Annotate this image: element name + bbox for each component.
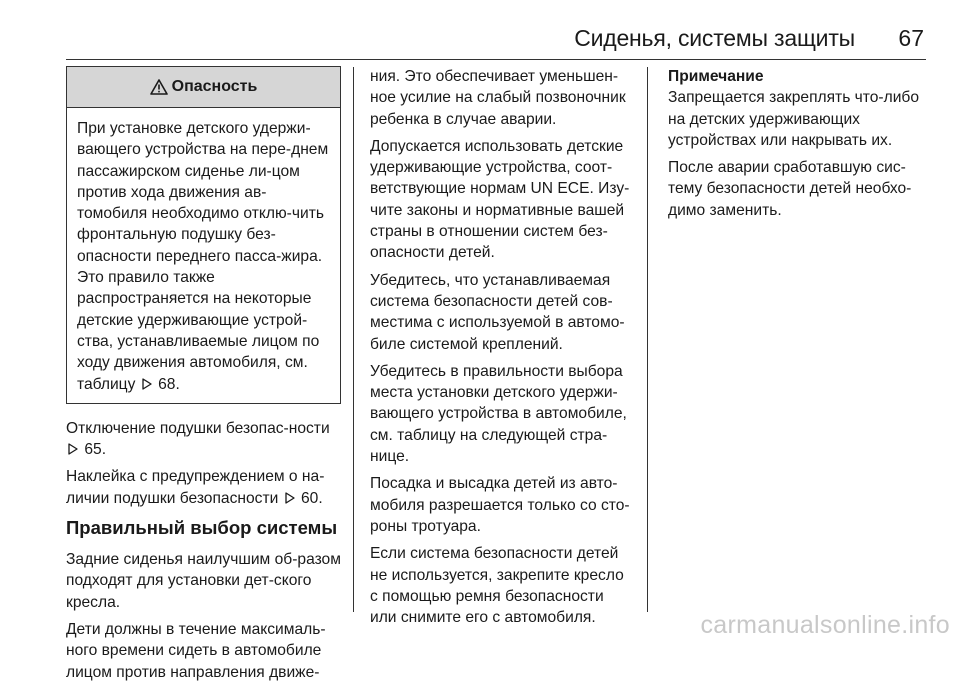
paragraph: Дети должны в течение максималь-ного времени сидеть в автомобиле лицом против направления движе- xyxy=(66,620,326,681)
column-1 xyxy=(66,66,341,689)
paragraph-text: Отключение подушки безопас-ности xyxy=(66,419,330,437)
paragraph: Если система безопасности детей не используется, закрепите кресло с помощью ремня безопасности или снимите его с автомобиля. xyxy=(370,545,624,627)
header-rule xyxy=(66,59,926,60)
paragraph: ния. Это обеспечивает уменьшен-ное усилие на слабый позвоночник ребенка в случае аварии. xyxy=(370,68,626,128)
column-3 xyxy=(668,66,926,227)
section-title: Сиденья, системы защиты xyxy=(574,25,855,51)
page-number: 67 xyxy=(898,25,924,51)
page-header xyxy=(0,0,960,60)
reference-arrow-icon xyxy=(67,443,79,455)
note-text: Запрещается закреплять что-либо на детских удерживающих устройствах или накрывать их. xyxy=(668,89,920,149)
page-reference-link[interactable]: 65. xyxy=(84,441,107,459)
column-2 xyxy=(370,66,634,634)
page-reference-link[interactable]: 68. xyxy=(158,375,180,393)
watermark: carmanualsonline.info xyxy=(700,611,950,639)
note-title: Примечание xyxy=(668,68,764,85)
paragraph: Убедитесь, что устанавливаемая система безопасности детей сов-местима с используемой в автомо-биле системой креплений. xyxy=(370,271,625,353)
paragraph: Убедитесь в правильности выбора места установки детского удержи-вающего устройства в автомобиле, см. таблицу на следующей стра-нице. xyxy=(370,362,627,466)
danger-body xyxy=(67,108,340,403)
warning-triangle-icon xyxy=(150,79,168,95)
reference-arrow-icon xyxy=(284,492,296,504)
paragraph: После аварии сработавшую сис-тему безопасности детей необхо-димо заменить. xyxy=(668,159,912,219)
section-heading: Правильный выбор системы xyxy=(66,517,338,539)
paragraph xyxy=(66,418,341,461)
paragraph: Посадка и высадка детей из авто-мобиля разрешается только со сто-роны тротуара. xyxy=(370,475,630,535)
column-divider xyxy=(647,67,648,612)
danger-header xyxy=(67,67,340,108)
paragraph: Допускается использовать детские удерживающие устройства, соот-ветствующие нормам UN ECE. Изу-чите законы и нормативные вашей страны в отношении систем без-опасности детей. xyxy=(370,137,630,262)
column-divider xyxy=(353,67,354,612)
danger-box xyxy=(66,66,341,404)
danger-text: При установке детского удержи-вающего устройства на пере-днем пассажирском сиденье ли-цом против хода движения ав-томобиля необходимо отклю-чить фронтальную подушку без-опасности переднего пасса-жира. Это правило также распространяется на некоторые детские удерживающие устрой-ства, устанавливаемые лицом по ходу движения автомобиля, см. таблицу xyxy=(77,120,329,393)
reference-arrow-icon xyxy=(141,378,153,390)
page-reference-link[interactable]: 60. xyxy=(301,489,323,507)
paragraph xyxy=(66,466,341,509)
danger-title: Опасность xyxy=(171,78,258,96)
paragraph: Задние сиденья наилучшим об-разом подходят для установки дет-ского кресла. xyxy=(66,551,341,611)
paragraph-text: Наклейка с предупреждением о на-личии подушки безопасности xyxy=(66,468,325,507)
